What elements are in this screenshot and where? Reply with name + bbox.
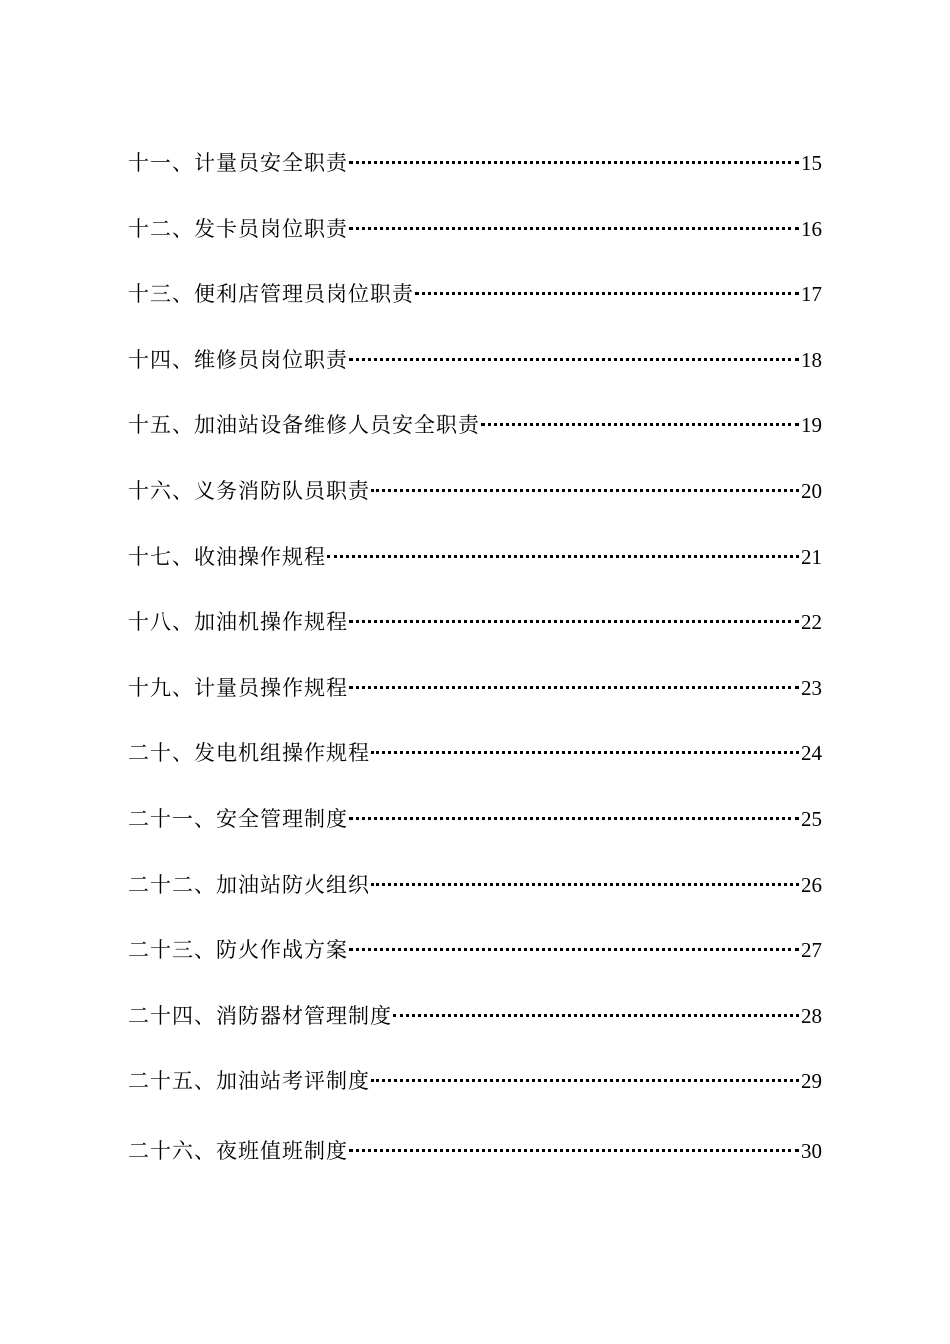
toc-entry[interactable]: [128, 670, 822, 736]
toc-entry-page: 22: [801, 610, 822, 635]
toc-dot-leader: [371, 489, 799, 492]
toc-entry-title: 二十三、防火作战方案: [128, 938, 348, 963]
toc-entry[interactable]: [128, 932, 822, 998]
toc-dot-leader: [349, 1149, 799, 1152]
toc-entry[interactable]: [128, 539, 822, 605]
toc-dot-leader: [327, 555, 799, 558]
toc-entry[interactable]: [128, 145, 822, 211]
table-of-contents: [128, 145, 822, 1199]
toc-dot-leader: [349, 686, 799, 689]
toc-entry-title: 十五、加油站设备维修人员安全职责: [128, 413, 480, 438]
toc-entry[interactable]: [128, 1133, 822, 1199]
toc-entry[interactable]: [128, 998, 822, 1064]
toc-entry-title: 十八、加油机操作规程: [128, 610, 348, 635]
toc-dot-leader: [349, 161, 799, 164]
toc-entry-title: 十七、收油操作规程: [128, 544, 326, 569]
toc-entry-title: 十二、发卡员岗位职责: [128, 216, 348, 241]
toc-entry-page: 17: [801, 282, 822, 307]
toc-entry[interactable]: [128, 407, 822, 473]
toc-dot-leader: [371, 751, 799, 754]
toc-entry-title: 二十二、加油站防火组织: [128, 872, 370, 897]
toc-dot-leader: [393, 1014, 799, 1017]
toc-entry-page: 29: [801, 1069, 822, 1094]
toc-entry[interactable]: [128, 276, 822, 342]
toc-entry-title: 十六、义务消防队员职责: [128, 478, 370, 503]
toc-entry-title: 二十一、安全管理制度: [128, 806, 348, 831]
toc-entry[interactable]: [128, 604, 822, 670]
toc-entry-title: 十三、便利店管理员岗位职责: [128, 282, 414, 307]
toc-dot-leader: [349, 948, 799, 951]
toc-entry[interactable]: [128, 801, 822, 867]
toc-entry[interactable]: [128, 867, 822, 933]
toc-dot-leader: [371, 883, 799, 886]
toc-entry-page: 15: [801, 151, 822, 175]
toc-entry-page: 20: [801, 478, 822, 503]
toc-entry[interactable]: [128, 211, 822, 277]
toc-entry-page: 19: [801, 413, 822, 438]
toc-entry-title: 十一、计量员安全职责: [128, 151, 348, 175]
toc-entry-title: 十九、计量员操作规程: [128, 675, 348, 700]
toc-dot-leader: [349, 817, 799, 820]
toc-dot-leader: [481, 423, 799, 426]
toc-entry-page: 26: [801, 872, 822, 897]
toc-dot-leader: [349, 620, 799, 623]
toc-dot-leader: [415, 292, 799, 295]
toc-entry-page: 28: [801, 1003, 822, 1028]
toc-entry-page: 18: [801, 347, 822, 372]
toc-entry-title: 十四、维修员岗位职责: [128, 347, 348, 372]
toc-entry[interactable]: [128, 735, 822, 801]
toc-entry[interactable]: [128, 473, 822, 539]
toc-entry-title: 二十六、夜班值班制度: [128, 1138, 348, 1163]
toc-dot-leader: [349, 227, 799, 230]
toc-entry-page: 30: [801, 1138, 822, 1163]
toc-dot-leader: [371, 1079, 799, 1082]
toc-entry-title: 二十五、加油站考评制度: [128, 1069, 370, 1094]
toc-entry-page: 27: [801, 938, 822, 963]
toc-entry-page: 23: [801, 675, 822, 700]
toc-entry[interactable]: [128, 342, 822, 408]
toc-entry-page: 16: [801, 216, 822, 241]
toc-entry[interactable]: [128, 1063, 822, 1129]
toc-entry-page: 25: [801, 806, 822, 831]
toc-entry-page: 21: [801, 544, 822, 569]
toc-entry-title: 二十、发电机组操作规程: [128, 741, 370, 766]
toc-entry-title: 二十四、消防器材管理制度: [128, 1003, 392, 1028]
toc-entry-page: 24: [801, 741, 822, 766]
toc-dot-leader: [349, 358, 799, 361]
